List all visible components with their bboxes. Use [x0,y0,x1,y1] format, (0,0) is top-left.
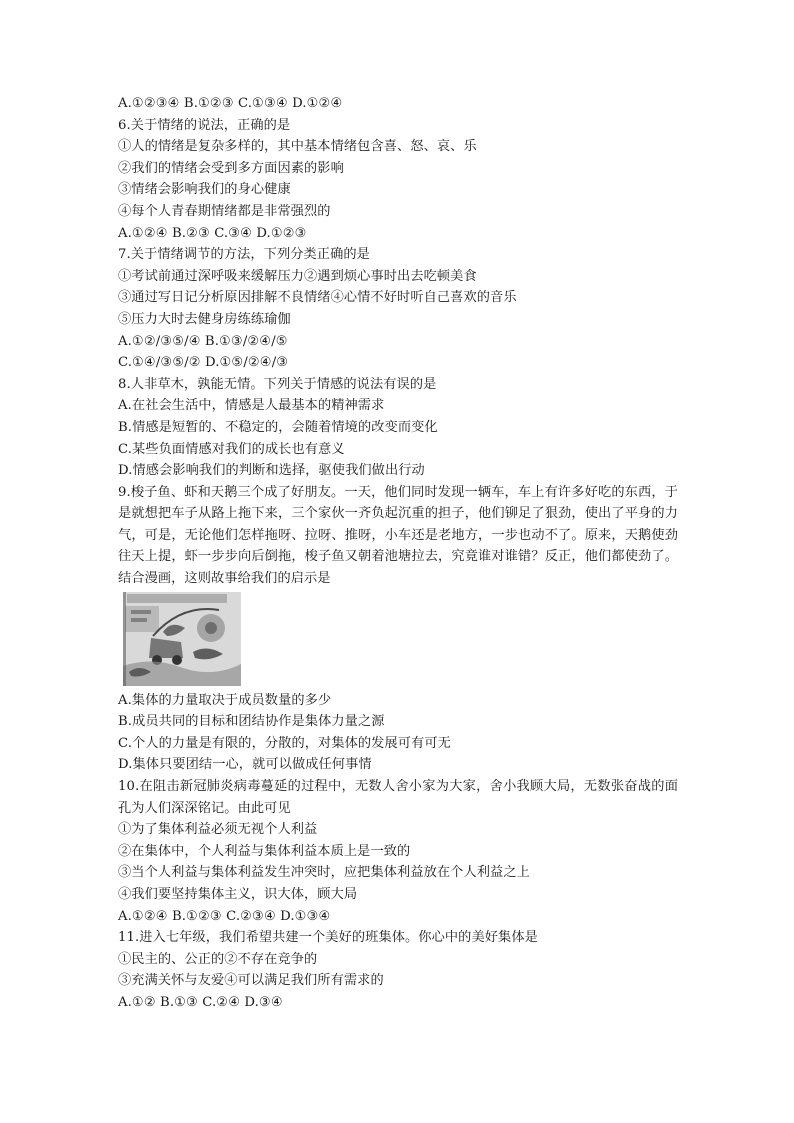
q10-stem: 10.在阻击新冠肺炎病毒蔓延的过程中，无数人舍小家为大家，舍小我顾大局，无数张奋战的面孔为人们深深铭记。由此可见 [118,779,678,816]
q9-option-d: D.集体只要团结一心，就可以做成任何事情 [118,757,372,773]
q7-stem: 7.关于情绪调节的方法，下列分类正确的是 [118,247,370,263]
q9-stem: 9.梭子鱼、虾和天鹅三个成了好朋友。一天，他们同时发现一辆车，车上有许多好吃的东西，于是就想把车子从路上拖下来，三个家伙一齐负起沉重的担子，他们铆足了狠劲，使出了平身的力气，可是，无论他们怎样拖呀、拉呀、推呀，小车还是老地方，一步也动不了。原来，天鹅使劲往天上提，虾一步步向后倒拖，梭子鱼又朝着池塘拉去，究竟谁对谁错？反正，他们都使劲了。结合漫画，这则故事给我们的启示是 [118,484,678,587]
q8-option-a: A.在社会生活中，情感是人最基本的精神需求 [118,398,385,414]
q9-option-b: B.成员共同的目标和团结协作是集体力量之源 [118,714,385,730]
q9-options [118,690,678,776]
q7-statement-1-2: ①考试前通过深呼吸来缓解压力②遇到烦心事时出去吃顿美食 [118,268,477,284]
q7-statement-3-4: ③通过写日记分析原因排解不良情绪④心情不好时听自己喜欢的音乐 [118,290,517,306]
q6-statement-3: ③情绪会影响我们的身心健康 [118,182,291,198]
q10-statement-4: ④我们要坚持集体主义，识大体，顾大局 [118,887,358,902]
q6-statement-2: ②我们的情绪会受到多方面因素的影响 [118,160,344,176]
q8-stem: 8.人非草木，孰能无情。下列关于情感的说法有误的是 [118,376,437,392]
q8-option-b: B.情感是短暂的、不稳定的，会随着情境的改变而变化 [118,419,438,435]
q9-option-a: A.集体的力量取决于成员数量的多少 [118,692,332,708]
q6-statement-1: ①人的情绪是复杂多样的，其中基本情绪包含喜、怒、哀、乐 [118,139,477,155]
q10-statement-3: ③当个人利益与集体利益发生冲突时，应把集体利益放在个人利益之上 [118,865,530,881]
q11-statement-3-4: ③充满关怀与友爱④可以满足我们所有需求的 [118,973,384,989]
question-block-10-to-11 [118,819,678,1013]
q9-option-c: C.个人的力量是有限的，分散的，对集体的发展可有可无 [118,735,451,751]
cartoon-illustration [123,592,241,686]
q10-options: A.①②④ B.①②③ C.②③④ D.①③④ [118,908,331,924]
q8-option-c: C.某些负面情感对我们的成长也有意义 [118,441,345,457]
q5-options: A.①②③④ B.①②③ C.①③④ D.①②④ [118,96,343,111]
q11-stem: 11.进入七年级，我们希望共建一个美好的班集体。你心中的美好集体是 [118,930,538,946]
q11-statement-1-2: ①民主的、公正的②不存在竞争的 [118,951,318,967]
q10-statement-1: ①为了集体利益必须无视个人利益 [118,822,318,838]
q7-statement-5: ⑤压力大时去健身房练练瑜伽 [118,311,291,327]
q6-options: A.①②④ B.②③ C.③④ D.①②③ [118,225,307,241]
q11-options: A.①② B.①③ C.②④ D.③④ [118,994,283,1010]
q7-options-ab: A.①②/③⑤/④ B.①③/②④/⑤ [118,333,288,349]
q6-statement-4: ④每个人青春期情绪都是非常强烈的 [118,203,331,219]
exam-page [118,93,678,1014]
q6-stem: 6.关于情绪的说法，正确的是 [118,117,291,133]
question-block-5-to-8 [118,93,678,482]
q10-statement-2: ②在集体中，个人利益与集体利益本质上是一致的 [118,843,411,859]
q8-option-d: D.情感会影响我们的判断和选择，驱使我们做出行动 [118,463,425,479]
q7-options-cd: C.①④/③⑤/② D.①⑤/②④/③ [118,355,289,371]
